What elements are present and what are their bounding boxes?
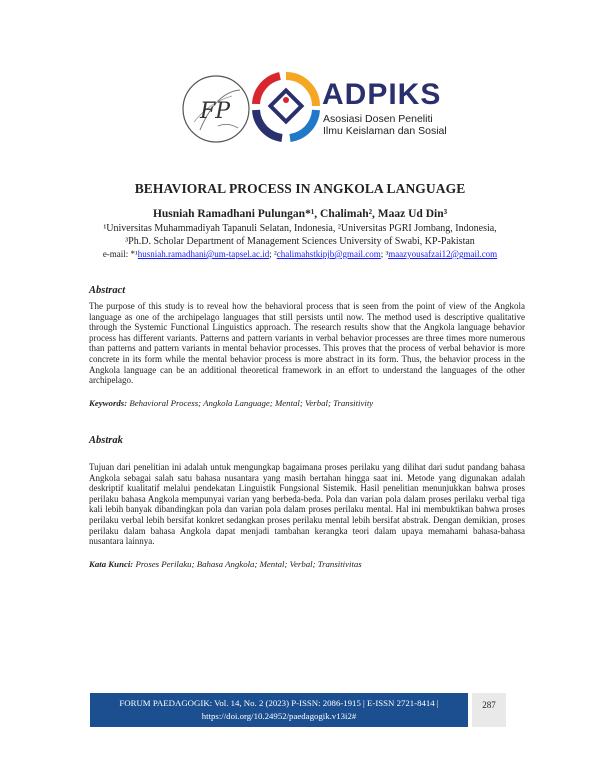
kata-kunci-label: Kata Kunci:: [89, 559, 134, 569]
abstrak-text: Tujuan dari penelitian ini adalah untuk mengungkap bagaimana proses perilaku yang dilihat dari sudut pandang bahasa Angkola sebagai salah satu bahasa nusantara yang masih bertahan hingga saat ini. Metode yang digunakan adalah deskriptif kualitatif melalui pendekatan Linguistik Fungsional Sistemik. Hasil penelitian menunjukkan bahwa proses perilaku bahasa Angkola mempunyai varian yang berbeda-beda. Pola dan varian pola dalam proses perilaku verbal tiga kali lebih banyak dibandingkan pola dan varian pola dalam proses perilaku mental. Hal ini membuktikan bahwa proses perilaku verbal lebih bersifat konkret sedangkan proses perilaku mental lebih bersifat abstrak. Dengan demikian, proses perilaku dalam bahasa Angkola dapat menjadi tambahan kerangka teori dalam upaya memahami bahasa-bahasa nusantara lainnya.: [89, 462, 525, 547]
abstrak-keywords: [89, 559, 529, 569]
email-separator-2: ; ²: [269, 249, 277, 259]
adpiks-name: ADPIKS: [322, 78, 442, 111]
keywords-label: Keywords:: [89, 398, 128, 408]
kata-kunci-text: Proses Perilaku; Bahasa Angkola; Mental; Verbal; Transitivitas: [135, 559, 362, 569]
abstrak-heading: Abstrak: [89, 435, 123, 446]
email-separator-3: ; ³: [380, 249, 389, 259]
adpiks-subtitle-2: Ilmu Keislaman dan Sosial: [323, 125, 447, 137]
footer-bar: [90, 693, 468, 727]
adpiks-subtitle-1: Asosiasi Dosen Peneliti: [323, 113, 433, 125]
keywords-text: Behavioral Process; Angkola Language; Mental; Verbal; Transitivity: [129, 398, 374, 408]
email-link-2[interactable]: chalimahstkipjb@gmail.com: [276, 249, 381, 259]
adpiks-logo-mark: [250, 70, 322, 146]
email-line: [0, 249, 600, 259]
affiliation-line-1: ¹Universitas Muhammadiyah Tapanuli Selatan, Indonesia, ²Universitas PGRI Jombang, Indonesia,: [103, 223, 497, 234]
email-link-3[interactable]: maazyousafzai12@gmail.com: [388, 249, 498, 259]
paper-title: BEHAVIORAL PROCESS IN ANGKOLA LANGUAGE: [134, 181, 466, 196]
page-number: 287: [472, 693, 506, 727]
email-label: e-mail: *¹: [102, 249, 138, 259]
fp-logo: [180, 72, 252, 146]
fp-logo-text: FP: [200, 99, 231, 124]
abstract-heading: Abstract: [89, 285, 126, 296]
abstract-keywords: [89, 398, 529, 408]
affiliation-line-2: ³Ph.D. Scholar Department of Management Sciences University of Swabi, KP-Pakistan: [125, 236, 475, 247]
footer-journal-info: FORUM PAEDAGOGIK: Vol. 14, No. 2 (2023) P-ISSN: 2086-1915 | E-ISSN 2721-8414 |: [119, 698, 439, 708]
footer-doi-link[interactable]: https://doi.org/10.24952/paedagogik.v13i2#: [201, 711, 357, 721]
email-link-1[interactable]: husniah.ramadhani@um-tapsel.ac.id: [137, 249, 270, 259]
abstract-text: The purpose of this study is to reveal how the behavioral process that is seen from the point of view of the Angkola language as one of the archipelago languages that still persists until now. The method used is descriptive qualitative through the Systemic Functional Linguistics approach. The research results show that the Angkola language behavior process has different variants. Patterns and pattern variants in verbal behavior processes are three times more numerous than patterns and pattern variants in mental behavior processes. This proves that the process of verbal behavior is more concrete in its form while the mental behavior process is more abstract in its form. Thus, the behavior process in the Angkola language can be an additional theoretical framework in an effort to understand the languages of the other archipelago.: [89, 301, 525, 386]
paper-authors: Husniah Ramadhani Pulungan*¹, Chalimah², Maaz Ud Din³: [152, 208, 448, 220]
